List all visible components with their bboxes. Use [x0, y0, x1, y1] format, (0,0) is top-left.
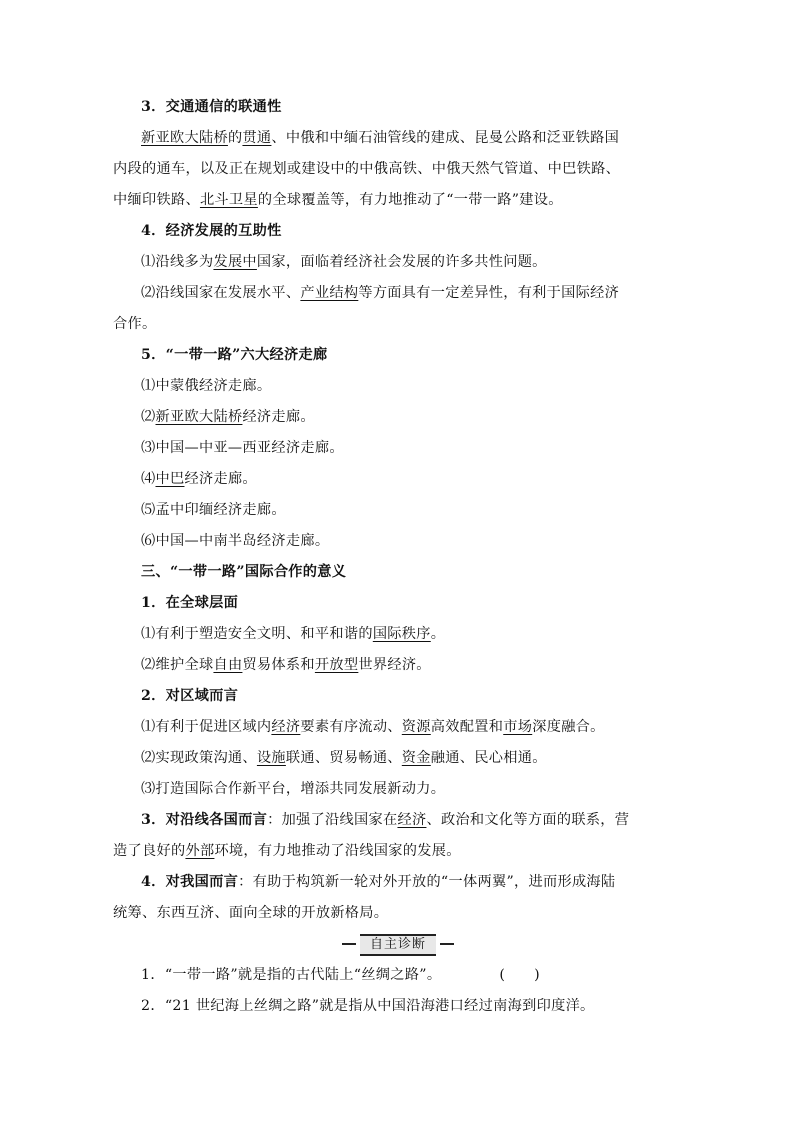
underlined-term: 发展中 — [213, 254, 257, 270]
list-item: ⑵实现政策沟通、设施联通、贸易畅通、资金融通、民心相通。 — [141, 750, 547, 766]
paragraph-line: 3．对沿线各国而言：加强了沿线国家在经济、政治和文化等方面的联系，营 — [141, 812, 630, 828]
underlined-term: 设施 — [256, 750, 286, 766]
list-item: ⑶中国—中亚—西亚经济走廊。 — [141, 440, 344, 456]
underlined-term: 贯通 — [242, 130, 272, 146]
underlined-term: 经济 — [397, 812, 427, 828]
list-item: ⑴中蒙俄经济走廊。 — [141, 378, 272, 394]
list-item: ⑴有利于塑造安全文明、和平和谐的国际秩序。 — [141, 626, 446, 642]
underlined-term: 外部 — [185, 843, 215, 859]
section-heading-regional: 2．对区域而言 — [141, 688, 239, 704]
list-item: ⑶打造国际合作新平台，增添共同发展新动力。 — [141, 781, 446, 797]
paragraph-line: 内段的通车，以及正在规划或建设中的中俄高铁、中俄天然气管道、中巴铁路、 — [113, 161, 621, 177]
section-heading-corridors: 5．“一带一路”六大经济走廊 — [141, 347, 328, 363]
paragraph-line: 合作。 — [113, 316, 157, 332]
underlined-term: 经济 — [271, 719, 301, 735]
answer-bracket: ( ) — [499, 967, 540, 983]
question-item: 1．“一带一路”就是指的古代陆上“丝绸之路”。 ( ) — [113, 960, 683, 991]
list-item: ⑵沿线国家在发展水平、产业结构等方面具有一定差异性，有利于国际经济 — [141, 285, 620, 301]
inline-heading: 4．对我国而言 — [141, 874, 239, 890]
inline-heading: 3．对沿线各国而言 — [141, 812, 268, 828]
paragraph-line: 造了良好的外部环境，有力地推动了沿线国家的发展。 — [113, 843, 461, 859]
underlined-term: 北斗卫星 — [199, 192, 258, 208]
underlined-term: 新亚欧大陆桥 — [155, 409, 243, 425]
self-diagnosis-badge: 自主诊断 — [360, 934, 436, 956]
section-heading-transport: 3．交通通信的联通性 — [141, 99, 282, 115]
list-item: ⑵维护全球自由贸易体系和开放型世界经济。 — [141, 657, 431, 673]
section-heading-global: 1．在全球层面 — [141, 595, 239, 611]
underlined-term: 中巴 — [155, 471, 185, 487]
list-item: ⑵新亚欧大陆桥经济走廊。 — [141, 409, 315, 425]
list-item: ⑹中国—中南半岛经济走廊。 — [141, 533, 330, 549]
paragraph-line: 中缅印铁路、北斗卫星的全球覆盖等，有力地推动了“一带一路”建设。 — [113, 192, 563, 208]
underlined-term: 资源 — [401, 719, 431, 735]
document-page — [113, 92, 683, 1022]
question-item: 2．“21 世纪海上丝绸之路”就是指从中国沿海港口经过南海到印度洋。 — [141, 998, 595, 1014]
underlined-term: 市场 — [503, 719, 533, 735]
part-heading-significance: 三、“一带一路”国际合作的意义 — [141, 564, 347, 580]
self-diagnosis-badge-row — [113, 929, 683, 960]
list-item: ⑸孟中印缅经济走廊。 — [141, 502, 286, 518]
underlined-term: 自由 — [213, 657, 243, 673]
list-item: ⑴有利于促进区域内经济要素有序流动、资源高效配置和市场深度融合。 — [141, 719, 605, 735]
paragraph-line: 新亚欧大陆桥的贯通、中俄和中缅石油管线的建成、昆曼公路和泛亚铁路国 — [141, 130, 620, 146]
list-item: ⑷中巴经济走廊。 — [141, 471, 257, 487]
underlined-term: 新亚欧大陆桥 — [141, 130, 228, 146]
paragraph-line: 统筹、东西互济、面向全球的开放新格局。 — [113, 905, 389, 921]
underlined-term: 资金 — [401, 750, 431, 766]
section-heading-economy: 4．经济发展的互助性 — [141, 223, 282, 239]
underlined-term: 国际秩序 — [372, 626, 431, 642]
underlined-term: 产业结构 — [300, 285, 359, 301]
underlined-term: 开放型 — [314, 657, 359, 673]
paragraph-line: 4．对我国而言：有助于构筑新一轮对外开放的“一体两翼”，进而形成海陆 — [141, 874, 616, 890]
list-item: ⑴沿线多为发展中国家，面临着经济社会发展的许多共性问题。 — [141, 254, 547, 270]
